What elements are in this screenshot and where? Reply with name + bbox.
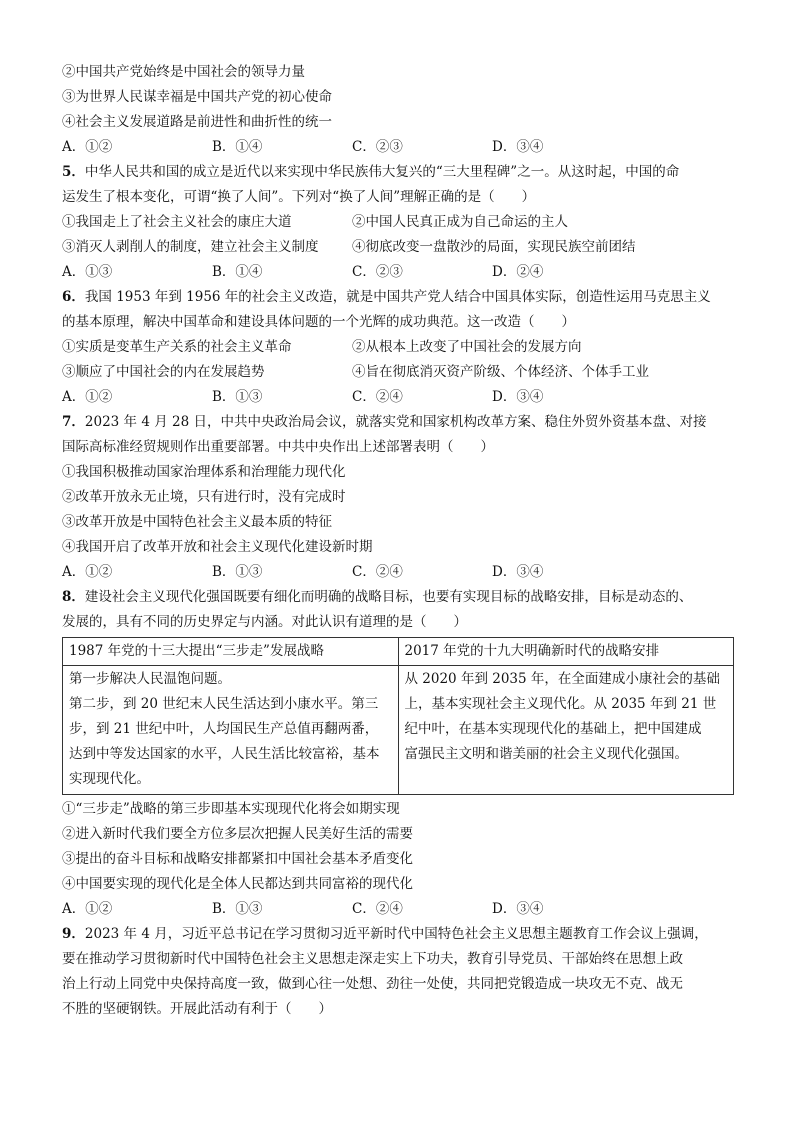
q7-choices xyxy=(62,560,734,585)
q8-table-head-right: 2017 年党的十九大明确新时代的战略安排 xyxy=(398,638,734,666)
q8-choice-c: C．②④ xyxy=(352,901,403,917)
q8-choice-a: A．①② xyxy=(62,901,113,917)
q6-stem-line-1 xyxy=(62,285,734,310)
q5-options-row-2 xyxy=(62,235,734,260)
q8-choices xyxy=(62,897,734,922)
q8-left-line: 实现现代化。 xyxy=(69,771,150,787)
q4-option-4: ④社会主义发展道路是前进性和曲折性的统一 xyxy=(62,114,332,130)
q8-option-1: ①“三步走”战略的第三步即基本实现现代化将会如期实现 xyxy=(62,801,400,817)
q8-choice-d: D．③④ xyxy=(492,901,544,917)
q7-option-3: ③改革开放是中国特色社会主义最本质的特征 xyxy=(62,514,332,530)
q6-option-4: ④旨在彻底消灭资产阶级、个体经济、个体手工业 xyxy=(352,364,649,380)
q5-choices xyxy=(62,260,734,285)
q8-right-line: 从 2020 年到 2035 年，在全面建成小康社会的基础 xyxy=(404,671,720,687)
q8-left-line: 步，到 21 世纪中叶，人均国民生产总值再翻两番， xyxy=(69,721,379,737)
q7-choice-c: C．②④ xyxy=(352,564,403,580)
q7-stem-line-1 xyxy=(62,410,734,435)
q7-stem-line-2: 国际高标准经贸规则作出重要部署。中共中央作出上述部署表明（ ） xyxy=(62,439,494,455)
q5-option-2: ②中国人民真正成为自己命运的主人 xyxy=(352,214,568,230)
q5-choice-c: C．②③ xyxy=(352,264,403,280)
q5-option-3: ③消灭人剥削人的制度，建立社会主义制度 xyxy=(62,239,319,255)
q5-number: 5． xyxy=(62,164,85,180)
q7-choice-a: A．①② xyxy=(62,564,113,580)
q8-table-body-left xyxy=(63,666,399,795)
q7-number: 7． xyxy=(62,414,85,430)
q8-left-line: 达到中等发达国家的水平，人民生活比较富裕，基本 xyxy=(69,746,380,762)
q6-option-1: ①实质是变革生产关系的社会主义革命 xyxy=(62,339,292,355)
q6-options-row-2 xyxy=(62,360,734,385)
q6-stem-1: 我国 1953 年到 1956 年的社会主义改造，就是中国共产党人结合中国具体实际，创造性运用马克思主义 xyxy=(84,289,711,305)
q7-choice-d: D．③④ xyxy=(492,564,544,580)
q8-left-line: 第一步解决人民温饱问题。 xyxy=(69,671,231,687)
q9-stem-line-1 xyxy=(62,922,734,947)
q4-choice-d: D．③④ xyxy=(492,139,544,155)
q6-choice-a: A．①② xyxy=(62,389,113,405)
q8-stem-line-1 xyxy=(62,585,734,610)
q6-stem-line-2: 的基本原理，解决中国革命和建设具体问题的一个光辉的成功典范。这一改造（ ） xyxy=(62,314,575,330)
q5-stem-line-1 xyxy=(62,160,734,185)
q8-right-line: 富强民主文明和谐美丽的社会主义现代化强国。 xyxy=(404,746,688,762)
q4-option-2: ②中国共产党始终是中国社会的领导力量 xyxy=(62,64,305,80)
q8-right-line: 纪中叶，在基本实现现代化的基础上，把中国建成 xyxy=(404,721,702,737)
q8-option-2: ②进入新时代我们要全方位多层次把握人民美好生活的需要 xyxy=(62,826,413,842)
q8-stem-1: 建设社会主义现代化强国既要有细化而明确的战略目标，也要有实现目标的战略安排，目标是动态的、 xyxy=(84,589,693,605)
q7-stem-1: 2023 年 4 月 28 日，中共中央政治局会议，就落实党和国家机构改革方案、稳住外贸外资基本盘、对接 xyxy=(84,414,707,430)
q6-option-3: ③顺应了中国社会的内在发展趋势 xyxy=(62,364,265,380)
q6-choices xyxy=(62,385,734,410)
q8-table-body-row xyxy=(63,666,734,795)
q6-option-2: ②从根本上改变了中国社会的发展方向 xyxy=(352,339,582,355)
q5-choice-d: D．②④ xyxy=(492,264,544,280)
q5-option-1: ①我国走上了社会主义社会的康庄大道 xyxy=(62,214,292,230)
q6-options-row-1 xyxy=(62,335,734,360)
q7-choice-b: B．①③ xyxy=(212,564,263,580)
q6-number: 6． xyxy=(62,289,85,305)
q5-stem-1: 中华人民共和国的成立是近代以来实现中华民族伟大复兴的“三大里程碑”之一。从这时起，中国的命 xyxy=(84,164,680,180)
q6-choice-b: B．①③ xyxy=(212,389,263,405)
q6-choice-d: D．③④ xyxy=(492,389,544,405)
q8-stem-line-2: 发展的，具有不同的历史界定与内涵。对此认识有道理的是（ ） xyxy=(62,614,467,630)
q5-choice-a: A．①③ xyxy=(62,264,113,280)
q4-choice-c: C．②③ xyxy=(352,139,403,155)
q8-comparison-table xyxy=(62,637,734,795)
q9-number: 9． xyxy=(62,926,85,942)
q7-option-1: ①我国积极推动国家治理体系和治理能力现代化 xyxy=(62,464,346,480)
q8-right-line: 上，基本实现社会主义现代化。从 2035 年到 21 世 xyxy=(404,696,717,712)
q9-stem-line-4: 不胜的坚硬钢铁。开展此活动有利于（ ） xyxy=(62,1001,332,1017)
q5-option-4: ④彻底改变一盘散沙的局面，实现民族空前团结 xyxy=(352,239,636,255)
q8-option-4: ④中国要实现的现代化是全体人民都达到共同富裕的现代化 xyxy=(62,876,413,892)
q6-choice-c: C．②④ xyxy=(352,389,403,405)
q4-choices xyxy=(62,135,734,160)
q8-number: 8． xyxy=(62,589,85,605)
q8-left-line: 第二步，到 20 世纪末人民生活达到小康水平。第三 xyxy=(69,696,379,712)
q9-stem-1: 2023 年 4 月，习近平总书记在学习贯彻习近平新时代中国特色社会主义思想主题教育工作会议上强调， xyxy=(84,926,708,942)
q5-stem-line-2: 运发生了根本变化，可谓“换了人间”。下列对“换了人间”理解正确的是（ ） xyxy=(62,189,536,205)
q5-options-row-1 xyxy=(62,210,734,235)
q4-choice-b: B．①④ xyxy=(212,139,263,155)
q8-option-3: ③提出的奋斗目标和战略安排都紧扣中国社会基本矛盾变化 xyxy=(62,851,413,867)
q8-table-header-row xyxy=(63,638,734,666)
q7-option-4: ④我国开启了改革开放和社会主义现代化建设新时期 xyxy=(62,539,373,555)
q8-table-head-left: 1987 年党的十三大提出“三步走”发展战略 xyxy=(63,638,399,666)
q4-choice-a: A．①② xyxy=(62,139,113,155)
q8-choice-b: B．①③ xyxy=(212,901,263,917)
q9-stem-line-3: 治上行动上同党中央保持高度一致，做到心往一处想、劲往一处使，共同把党锻造成一块攻无不克、战无 xyxy=(62,976,683,992)
q8-table-body-right xyxy=(398,666,734,795)
q9-stem-line-2: 要在推动学习贯彻新时代中国特色社会主义思想走深走实上下功夫，教育引导党员、干部始终在思想上政 xyxy=(62,951,683,967)
q4-option-3: ③为世界人民谋幸福是中国共产党的初心使命 xyxy=(62,89,332,105)
q5-choice-b: B．①④ xyxy=(212,264,263,280)
q7-option-2: ②改革开放永无止境，只有进行时，没有完成时 xyxy=(62,489,346,505)
